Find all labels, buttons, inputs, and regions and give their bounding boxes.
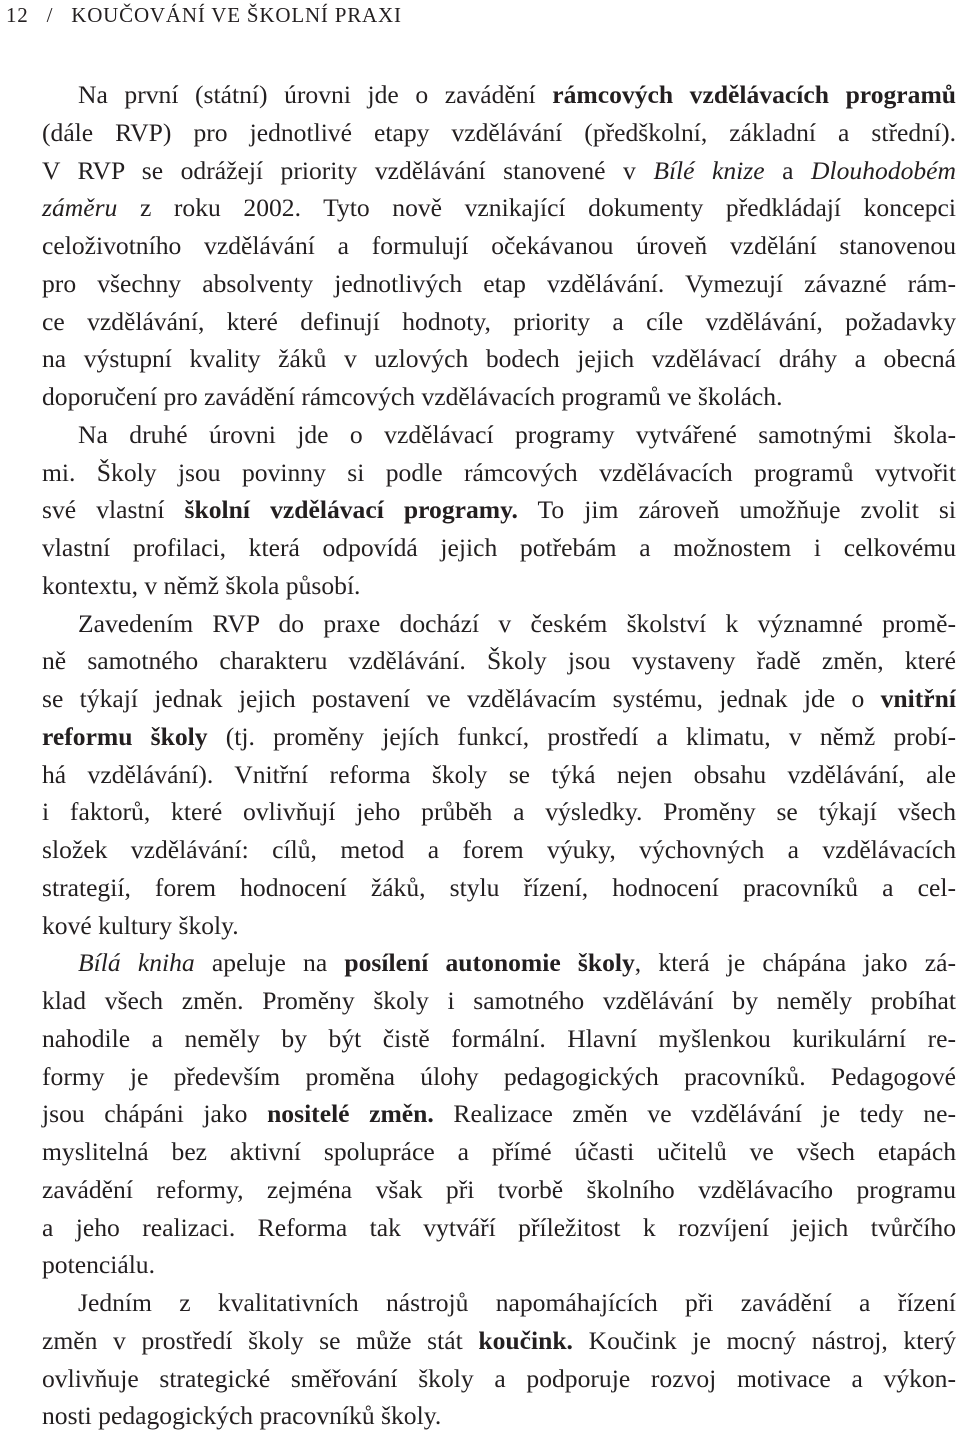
text-line: [6, 567, 956, 605]
text-segment: Zavedením RVP do praxe dochází v českém školství k významné promě-: [78, 608, 956, 638]
text-line: [6, 227, 956, 265]
text-segment: vlastní profilaci, která odpovídá jejich potřebám a možnostem i celkovému: [42, 533, 956, 562]
text-segment: (tj. proměny jejích funkcí, prostředí a klimatu, v němž probí-: [207, 721, 956, 751]
text-line: [6, 1284, 956, 1322]
text-line: [6, 680, 956, 718]
text-line: [6, 605, 956, 643]
text-segment: zavádění reformy, zejména však při tvorbě školního vzdělávacího programu: [42, 1174, 956, 1204]
emphasis-italic: Dlouhodobém: [811, 155, 956, 185]
text-segment: i faktorů, které ovlivňují jeho průběh a výsledky. Proměny se týkají všech: [42, 797, 956, 827]
text-line: [6, 1133, 956, 1171]
text-segment: potenciálu.: [42, 1250, 155, 1280]
emphasis-bold: školní vzdělávací programy.: [184, 495, 518, 525]
text-segment: Jedním z kvalitativních nástrojů napomáhajících při zavádění a řízení: [78, 1288, 956, 1317]
text-segment: Na druhé úrovni jde o vzdělávací programy vytvářené samotnými škola-: [78, 419, 956, 449]
text-segment: formy je především proměna úlohy pedagogických pracovníků. Pedagogové: [42, 1061, 956, 1091]
text-line: [6, 1209, 956, 1247]
text-segment: se týkají jednak jejich postavení ve vzdělávacím systému, jednak jde o: [42, 684, 881, 713]
text-segment: kontextu, v němž škola působí.: [42, 570, 361, 600]
emphasis-bold: reformu školy: [42, 721, 208, 751]
text-segment: z roku 2002. Tyto nově vznikající dokumenty předkládají koncepci: [117, 193, 956, 223]
text-segment: Realizace změn ve vzdělávání je tedy ne-: [433, 1099, 956, 1129]
text-line: [6, 869, 956, 907]
text-line: [6, 1246, 956, 1284]
text-segment: pro všechny absolventy jednotlivých etap vzdělávání. Vymezují závazné rám-: [42, 268, 956, 298]
emphasis-bold: vnitřní: [880, 684, 956, 713]
text-line: [6, 1095, 956, 1133]
paragraph: [6, 416, 956, 605]
text-segment: a: [764, 155, 811, 185]
text-segment: myslitelná bez aktivní spolupráce a přímé účasti učitelů ve všech etapách: [42, 1137, 956, 1166]
text-line: [6, 303, 956, 341]
text-line: [6, 1058, 956, 1096]
text-line: [6, 982, 956, 1020]
text-line: [6, 454, 956, 492]
text-line: [6, 76, 956, 114]
emphasis-bold: posílení autonomie školy: [344, 948, 635, 978]
text-line: [6, 1171, 956, 1209]
text-line: [6, 265, 956, 303]
text-line: [6, 793, 956, 831]
text-segment: apeluje na: [194, 948, 345, 978]
running-header: [6, 2, 954, 32]
text-segment: na výstupní kvality žáků v uzlových bodech jejich vzdělávací dráhy a obecná: [42, 344, 956, 374]
text-segment: To jim zároveň umožňuje zvolit si: [517, 495, 956, 525]
text-line: [6, 1360, 956, 1398]
text-segment: klad všech změn. Proměny školy i samotného vzdělávání by neměly probíhat: [42, 986, 956, 1015]
text-segment: své vlastní: [42, 495, 185, 525]
text-line: [6, 1397, 956, 1435]
text-line: [6, 378, 956, 416]
text-segment: Koučink je mocný nástroj, který: [572, 1325, 956, 1355]
running-title: KOUČOVÁNÍ VE ŠKOLNÍ PRAXI: [71, 3, 402, 27]
text-line: [6, 944, 956, 982]
text-segment: nahodile a neměly by být čistě formální. Hlavní myšlenkou kurikulární re-: [42, 1023, 956, 1053]
emphasis-bold: rámcových vzdělávacích programů: [552, 80, 956, 109]
text-segment: há vzdělávání). Vnitřní reforma školy se týká nejen obsahu vzdělávání, ale: [42, 759, 956, 789]
paragraph: [6, 944, 956, 1284]
text-segment: mi. Školy jsou povinny si podle rámcových vzdělávacích programů vytvořit: [42, 457, 956, 487]
text-line: [6, 756, 956, 794]
text-segment: ce vzdělávání, které definují hodnoty, priority a cíle vzdělávání, požadavky: [42, 306, 956, 336]
emphasis-bold: nositelé změn.: [267, 1099, 434, 1129]
text-line: [6, 416, 956, 454]
paragraph: [6, 1284, 956, 1435]
header-separator: /: [46, 3, 54, 27]
text-line: [6, 152, 956, 190]
paragraph: [6, 76, 956, 416]
text-segment: složek vzdělávání: cílů, metod a forem výuky, výchovných a vzdělávacích: [42, 835, 956, 864]
text-segment: (dále RVP) pro jednotlivé etapy vzdělávání (předškolní, základní a střední).: [42, 117, 956, 147]
text-segment: jsou chápáni jako: [42, 1099, 268, 1129]
emphasis-italic: záměru: [42, 193, 118, 223]
text-line: [6, 1322, 956, 1360]
text-line: [6, 529, 956, 567]
text-segment: nosti pedagogických pracovníků školy.: [42, 1401, 442, 1431]
page-number: 12: [6, 3, 29, 27]
text-segment: ně samotného charakteru vzdělávání. Školy jsou vystaveny řadě změn, které: [42, 646, 956, 676]
text-line: [6, 491, 956, 529]
paragraph: [6, 605, 956, 945]
text-line: [6, 114, 956, 152]
emphasis-bold: koučink.: [478, 1325, 573, 1355]
text-line: [6, 1020, 956, 1058]
text-segment: , která je chápána jako zá-: [634, 948, 956, 978]
text-line: [6, 831, 956, 869]
text-segment: kové kultury školy.: [42, 910, 239, 940]
emphasis-italic: Bílé knize: [653, 155, 765, 185]
text-line: [6, 642, 956, 680]
text-line: [6, 718, 956, 756]
text-segment: a jeho realizaci. Reforma tak vytváří příležitost k rozvíjení jejich tvůrčího: [42, 1212, 956, 1242]
emphasis-italic: Bílá kniha: [78, 948, 195, 978]
text-segment: celoživotního vzdělávání a formulují očekávanou úroveň vzdělání stanovenou: [42, 231, 956, 260]
text-line: [6, 907, 956, 945]
text-line: [6, 189, 956, 227]
text-line: [6, 340, 956, 378]
text-segment: ovlivňuje strategické směřování školy a podporuje rozvoj motivace a výkon-: [42, 1363, 956, 1393]
text-segment: Na první (státní) úrovni jde o zavádění: [78, 80, 553, 109]
body-text: [6, 76, 956, 1435]
text-segment: strategií, forem hodnocení žáků, stylu řízení, hodnocení pracovníků a cel-: [42, 872, 956, 902]
text-segment: V RVP se odrážejí priority vzdělávání stanovené v: [42, 155, 654, 185]
text-segment: změn v prostředí školy se může stát: [42, 1325, 479, 1355]
text-segment: doporučení pro zavádění rámcových vzdělávacích programů ve školách.: [42, 382, 783, 411]
